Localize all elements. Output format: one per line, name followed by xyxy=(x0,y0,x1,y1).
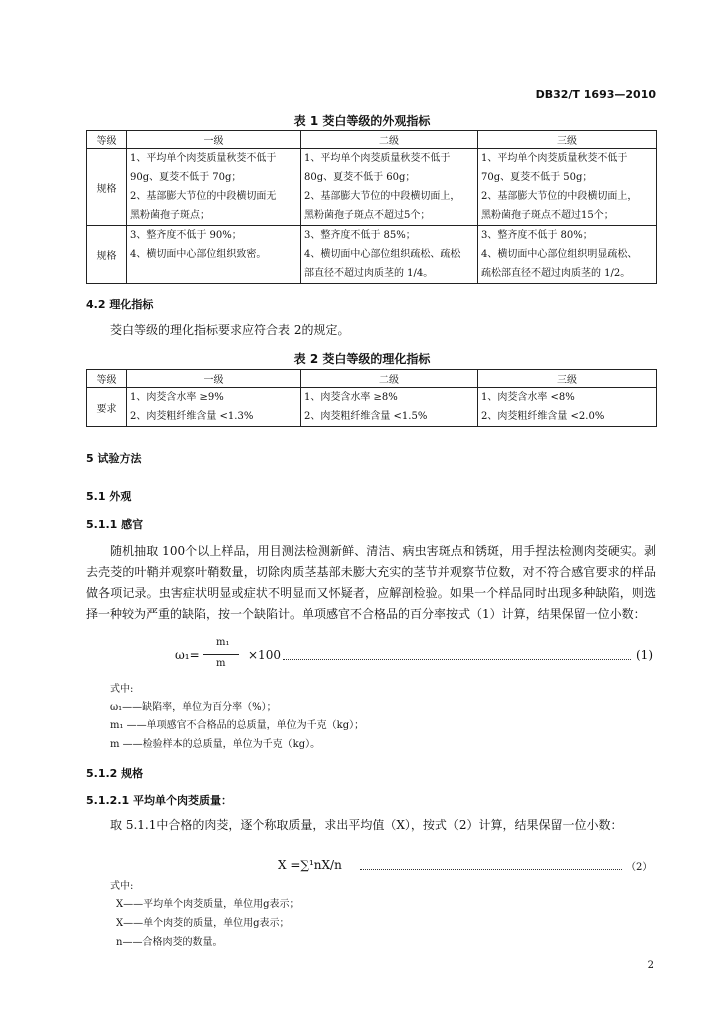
formula1-numerator: m₁ xyxy=(216,637,230,648)
cell-line xyxy=(130,264,297,283)
cell-line: 1、肉茭含水率 ≥8% xyxy=(304,392,398,403)
table1-row1-level2 xyxy=(301,149,478,226)
table1-row2-level3 xyxy=(478,226,657,284)
where1-item: m₁ ——单项感官不合格品的总质量，单位为千克（kg）； xyxy=(110,720,365,731)
cell-line: 90g、夏茭不低于 70g； xyxy=(130,172,242,183)
table1-header-level1: 一级 xyxy=(127,131,301,149)
where1-intro: 式中: xyxy=(110,684,134,695)
table2-header-level1: 一级 xyxy=(127,370,301,388)
cell-line: 3、整齐度不低于 80%； xyxy=(481,230,593,241)
where2-item: X——单个肉茭的质量，单位用g表示； xyxy=(116,918,290,929)
table1-row1-level3 xyxy=(478,149,657,226)
cell-line: 部直径不超过肉质茎的 1/4。 xyxy=(304,268,434,279)
cell-line: 4、横切面中心部位组织致密。 xyxy=(130,249,267,260)
cell-line: 黑粉菌孢子斑点不超过5个； xyxy=(304,210,431,221)
cell-line: 2、肉茭粗纤维含量 <1.5% xyxy=(304,411,428,422)
table1-header-row xyxy=(87,131,657,149)
cell-line: 1、平均单个肉茭质量秋茭不低于 xyxy=(304,153,451,164)
table1-row2-label: 规格 xyxy=(87,226,127,284)
cell-line: 70g、夏茭不低于 50g； xyxy=(481,172,593,183)
table1-row-spec2 xyxy=(87,226,657,284)
cell-line: 1、肉茭含水率 <8% xyxy=(481,392,575,403)
section-5-1-1-heading: 5.1.1 感官 xyxy=(86,518,144,531)
formula1-number: (1) xyxy=(636,648,653,662)
where1-item: ω₁——缺陷率，单位为百分率（%）； xyxy=(110,702,277,713)
where2-item: X——平均单个肉茭质量，单位用g表示； xyxy=(116,899,300,910)
document-code: DB32/T 1693—2010 xyxy=(535,88,656,101)
formula1-leader xyxy=(283,659,631,660)
cell-line: 80g、夏茭不低于 60g； xyxy=(304,172,416,183)
table2-title: 表 2 茭白等级的理化指标 xyxy=(293,352,431,366)
section-5-1-2-1-heading: 5.1.2.1 平均单个肉茭质量： xyxy=(86,794,232,807)
section-5-1-1-paragraph: 随机抽取 100个以上样品，用目测法检测新鲜、清洁、病虫害斑点和锈斑，用手捏法检测肉茭硬实。剥去壳茭的叶鞘并观察叶鞘数量，切除肉质茎基部未膨大充实的茎节并观察节位数，对不符合感官要求的样品做各项记录。虫害症状明显或症状不明显而又怀疑者，应解剖检验。如果一个样品同时出现多种缺陷，则选择一种较为严重的缺陷，按一个缺陷计。单项感官不合格品的百分率按式（1）计算，结果保留一位小数： xyxy=(86,544,656,621)
where1-item: m ——检验样本的总质量，单位为千克（kg）。 xyxy=(110,739,321,750)
where2-intro: 式中: xyxy=(110,881,134,892)
formula2-number: （2） xyxy=(626,862,653,873)
table1-row2-level2 xyxy=(301,226,478,284)
cell-line: 2、肉茭粗纤维含量 <1.3% xyxy=(130,411,254,422)
table2-header-level3: 三级 xyxy=(478,370,657,388)
cell-line: 2、肉茭粗纤维含量 <2.0% xyxy=(481,411,605,422)
cell-line: 黑粉菌孢子斑点不超过15个； xyxy=(481,210,614,221)
cell-line: 4、横切面中心部位组织疏松、疏松 xyxy=(304,249,461,260)
cell-line: 1、平均单个肉茭质量秋茭不低于 xyxy=(130,153,277,164)
section-4-2-heading: 4.2 理化指标 xyxy=(86,298,154,311)
section-5-1-2-heading: 5.1.2 规格 xyxy=(86,767,144,780)
formula1-rhs: ×100 xyxy=(248,648,281,662)
cell-line: 黑粉菌孢子斑点； xyxy=(130,210,210,221)
formula1-lhs: ω₁= xyxy=(175,648,200,662)
section-5-1-2-1-text: 取 5.1.1中合格的肉茭，逐个称取质量，求出平均值（X），按式（2）计算，结果保留一位小数： xyxy=(110,818,623,832)
formula2-leader xyxy=(360,869,622,870)
table2-row-label: 要求 xyxy=(87,388,127,427)
cell-line: 2、基部膨大节位的中段横切面无 xyxy=(130,191,277,202)
cell-line: 3、整齐度不低于 85%； xyxy=(304,230,416,241)
formula1-fraction-bar xyxy=(203,654,239,655)
table2-row-requirement xyxy=(87,388,657,427)
table1-title: 表 1 茭白等级的外观指标 xyxy=(293,114,431,128)
cell-line: 4、横切面中心部位组织明显疏松、 xyxy=(481,249,638,260)
table1-row2-level1 xyxy=(127,226,301,284)
cell-line: 2、基部膨大节位的中段横切面上， xyxy=(481,191,638,202)
table1-row1-label: 规格 xyxy=(87,149,127,226)
table1-header-level3: 三级 xyxy=(478,131,657,149)
cell-line: 1、平均单个肉茭质量秋茭不低于 xyxy=(481,153,628,164)
where2-item: n——合格肉茭的数量。 xyxy=(116,937,223,948)
table2 xyxy=(86,369,657,427)
table1-header-level2: 二级 xyxy=(301,131,478,149)
section-5-heading: 5 试验方法 xyxy=(86,452,142,465)
cell-line: 1、肉茭含水率 ≥9% xyxy=(130,392,224,403)
table2-level1 xyxy=(127,388,301,427)
table1 xyxy=(86,130,657,284)
table2-level2 xyxy=(301,388,478,427)
cell-line: 3、整齐度不低于 90%； xyxy=(130,230,242,241)
formula1-denominator: m xyxy=(216,658,226,669)
section-5-1-heading: 5.1 外观 xyxy=(86,490,132,503)
cell-line: 2、基部膨大节位的中段横切面上， xyxy=(304,191,461,202)
formula2-expression: X =∑¹nX/n xyxy=(278,858,342,872)
table2-header-row xyxy=(87,370,657,388)
cell-line: 疏松部直径不超过肉质茎的 1/2。 xyxy=(481,268,631,279)
table1-row-spec1 xyxy=(87,149,657,226)
section-4-2-text: 茭白等级的理化指标要求应符合表 2的规定。 xyxy=(110,323,350,337)
table2-header-level2: 二级 xyxy=(301,370,478,388)
page-number: 2 xyxy=(647,960,654,971)
table1-header-grade: 等级 xyxy=(87,131,127,149)
table2-level3 xyxy=(478,388,657,427)
table2-header-grade: 等级 xyxy=(87,370,127,388)
table1-row1-level1 xyxy=(127,149,301,226)
